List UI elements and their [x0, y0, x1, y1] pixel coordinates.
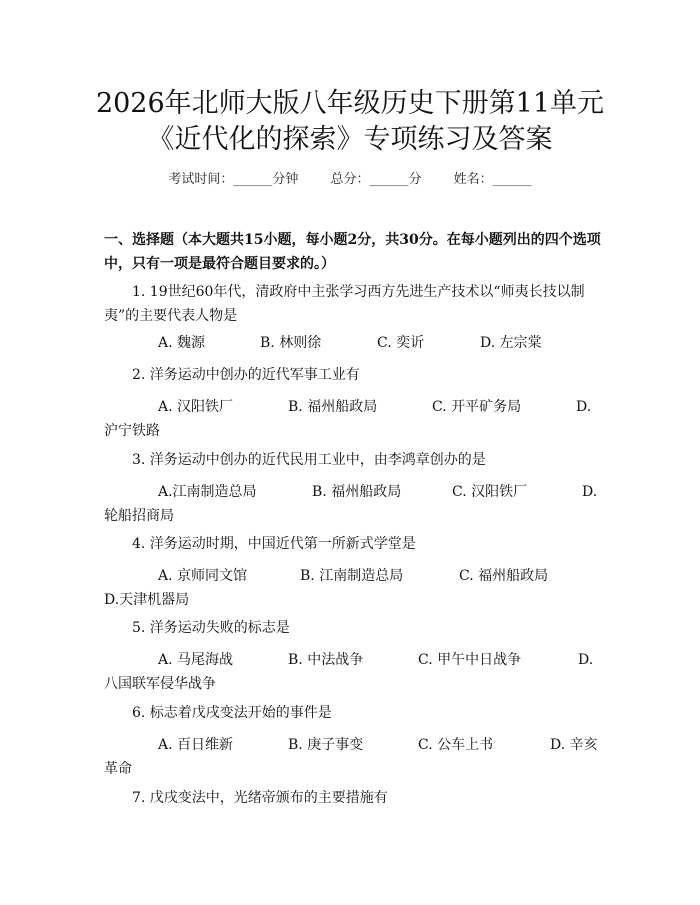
exam-time-field: 考试时间：______分钟 [168, 172, 299, 187]
option-d: D. [582, 484, 598, 500]
option-d-continuation: 沪宁铁路 [104, 423, 160, 439]
question-5 [104, 616, 604, 640]
option-c: C. 开平矿务局 [432, 399, 522, 415]
option-c: C. 公车上书 [418, 737, 494, 753]
option-a: A. 百日维新 [158, 737, 234, 753]
option-d: D. [576, 399, 592, 415]
option-a: A. 魏源 [158, 335, 206, 351]
option-a: A. 京师同文馆 [158, 568, 248, 584]
question-stem: 5. 洋务运动失败的标志是 [132, 620, 290, 636]
question-3 [104, 448, 604, 472]
document-title-line-1: 2026年北师大版八年级历史下册第11单元 [95, 88, 605, 119]
option-b: B. 林则徐 [260, 335, 322, 351]
question-6 [104, 701, 604, 725]
total-score-field: 总分：______分 [330, 172, 422, 187]
option-c: C. 福州船政局 [459, 568, 549, 584]
document-title-line-2: 《近代化的探索》专项练习及答案 [147, 124, 553, 155]
question-stem: 1. 19世纪60年代，清政府中主张学习西方先进生产技术以“师夷长技以制夷”的主要代表人物是 [104, 284, 585, 324]
question-2-options [104, 395, 596, 443]
question-6-options [104, 733, 596, 781]
option-b: B. 庚子事变 [288, 737, 364, 753]
option-c: C. 奕䜣 [377, 335, 425, 351]
section-heading: 一、选择题（本大题共15小题，每小题2分，共30分。在每小题列出的四个选项中，只有一项是最符合题目要求的。） [104, 232, 601, 272]
option-d-continuation: 轮船招商局 [104, 508, 174, 524]
question-5-options [104, 648, 596, 696]
question-stem: 2. 洋务运动中创办的近代军事工业有 [132, 367, 360, 383]
question-4-options [104, 564, 596, 612]
question-stem: 7. 戊戌变法中，光绪帝颁布的主要措施有 [132, 790, 388, 806]
option-d-continuation: 革命 [104, 761, 132, 777]
option-b: B. 福州船政局 [312, 484, 402, 500]
option-b: B. 中法战争 [288, 652, 364, 668]
option-b: B. 福州船政局 [288, 399, 378, 415]
question-stem: 4. 洋务运动时期，中国近代第一所新式学堂是 [132, 536, 416, 552]
option-c: C. 汉阳铁厂 [452, 484, 528, 500]
question-1-options [104, 331, 596, 355]
option-d: D. [578, 652, 594, 668]
option-d-continuation: 八国联军侵华战争 [104, 676, 216, 692]
exam-meta [0, 168, 700, 187]
option-a: A.江南制造总局 [158, 484, 257, 500]
option-d: D.天津机器局 [104, 592, 190, 608]
question-4 [104, 532, 604, 556]
question-stem: 3. 洋务运动中创办的近代民用工业中，由李鸿章创办的是 [132, 452, 486, 468]
option-a: A. 汉阳铁厂 [158, 399, 234, 415]
question-2 [104, 363, 604, 387]
question-7 [104, 786, 604, 810]
question-3-options [104, 480, 596, 528]
option-c: C. 甲午中日战争 [418, 652, 522, 668]
option-a: A. 马尾海战 [158, 652, 234, 668]
question-1 [104, 280, 604, 328]
option-b: B. 江南制造总局 [300, 568, 404, 584]
option-d: D. 辛亥 [550, 737, 598, 753]
question-stem: 6. 标志着戊戌变法开始的事件是 [132, 705, 332, 721]
name-field: 姓名：______ [453, 172, 532, 187]
option-d: D. 左宗棠 [480, 335, 542, 351]
